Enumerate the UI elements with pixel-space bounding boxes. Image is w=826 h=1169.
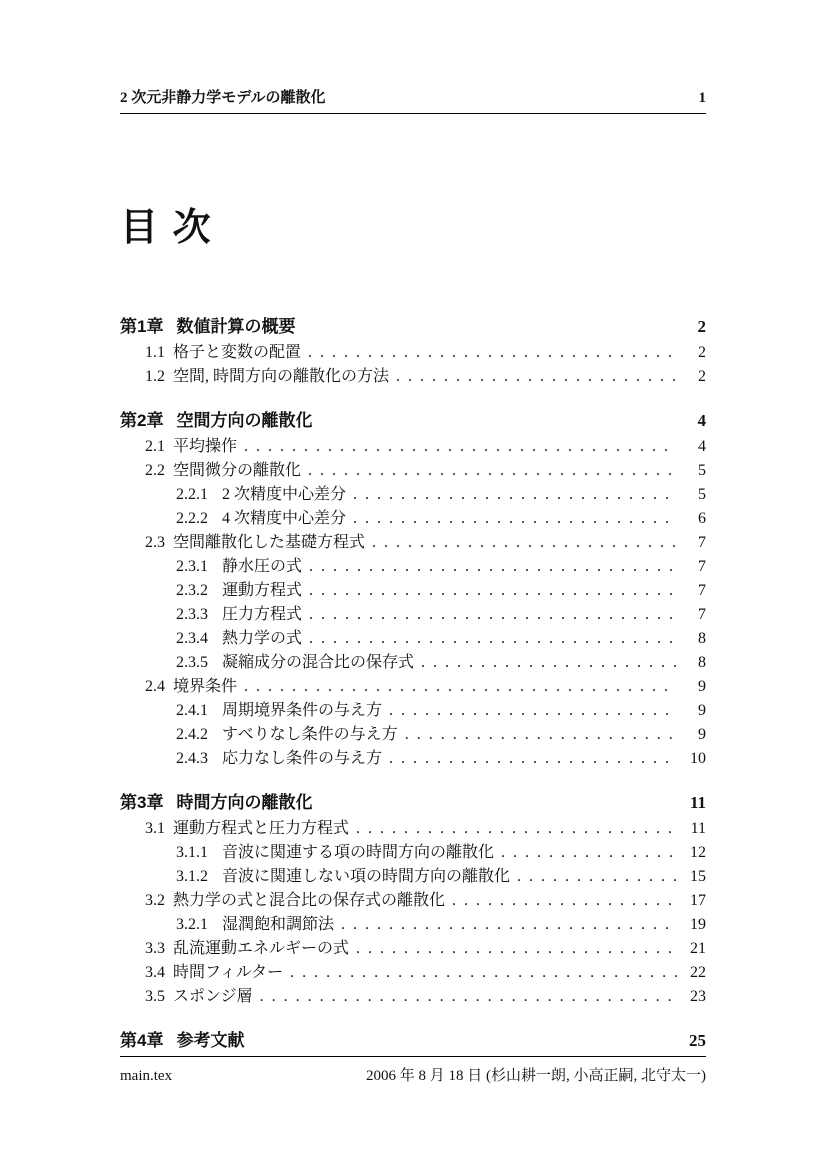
toc-entry-row [120, 365, 706, 389]
toc-chapter-label: 第2章 [120, 411, 164, 430]
toc-dot-leader [501, 841, 677, 865]
toc-dot-leader [356, 817, 677, 841]
toc-dot-leader [396, 365, 677, 389]
toc-entry-number: 2.4.2 [176, 726, 208, 743]
toc-entry-page: 19 [690, 916, 706, 933]
toc-entry-page: 11 [690, 820, 706, 837]
toc-entry-number: 2.3.3 [176, 606, 208, 623]
toc-dot-leader [389, 699, 677, 723]
toc-dot-leader [517, 865, 677, 889]
toc-entry-row [120, 341, 706, 365]
toc-entry-number: 2.3.1 [176, 558, 208, 575]
toc-entry-row [120, 435, 706, 459]
toc-dot-leader [244, 675, 677, 699]
toc-entry-title: 湿潤飽和調節法 [222, 916, 335, 933]
toc-dot-leader [353, 483, 677, 507]
toc-entry-number: 3.2 [145, 892, 165, 909]
toc-entry-row [120, 603, 706, 627]
toc-entry-page: 17 [690, 892, 706, 909]
toc-entry-page: 7 [698, 582, 706, 599]
toc-entry-title: 平均操作 [173, 438, 238, 455]
toc-entry-page: 2 [698, 368, 706, 385]
toc-dot-leader [308, 341, 677, 365]
toc-entry-row [120, 889, 706, 913]
toc-entry-title: 時間フィルター [173, 964, 284, 981]
toc-entry-number: 1.1 [145, 344, 165, 361]
toc-entry-title: 乱流運動エネルギーの式 [173, 940, 350, 957]
toc [120, 313, 706, 1055]
toc-entry-title: 運動方程式 [222, 582, 303, 599]
toc-entry-row [120, 531, 706, 555]
toc-entry-row [120, 459, 706, 483]
toc-entry-number: 2.2.1 [176, 486, 208, 503]
toc-entry-number: 2.4.3 [176, 750, 208, 767]
toc-entry-page: 12 [690, 844, 706, 861]
toc-entry-page: 7 [698, 534, 706, 551]
toc-chapter-label: 第3章 [120, 793, 164, 812]
toc-chapter-block [120, 313, 706, 389]
toc-entry-title: 空間, 時間方向の離散化の方法 [173, 368, 390, 385]
toc-dot-leader [421, 651, 677, 675]
toc-entry-title: 音波に関連しない項の時間方向の離散化 [222, 868, 511, 885]
toc-entry-row [120, 627, 706, 651]
toc-entry-row [120, 937, 706, 961]
toc-entry-title: 応力なし条件の与え方 [222, 750, 383, 767]
toc-entry-number: 1.2 [145, 368, 165, 385]
toc-entry-title: 周期境界条件の与え方 [222, 702, 383, 719]
toc-entry-page: 2 [698, 344, 706, 361]
toc-chapter-title: 数値計算の概要 [176, 317, 296, 336]
toc-entry-number: 2.4 [145, 678, 165, 695]
toc-chapter-page: 4 [697, 411, 706, 430]
toc-entry-title: 圧力方程式 [222, 606, 303, 623]
toc-entry-number: 3.1.1 [176, 844, 208, 861]
toc-dot-leader [309, 603, 677, 627]
toc-entry-row [120, 555, 706, 579]
toc-dot-leader [353, 507, 677, 531]
running-header-title: 2 次元非静力学モデルの離散化 [120, 90, 326, 106]
toc-entry-title: すべりなし条件の与え方 [222, 726, 398, 743]
toc-entry-page: 5 [698, 462, 706, 479]
toc-entry-number: 2.1 [145, 438, 165, 455]
toc-dot-leader [389, 747, 677, 771]
toc-entry-number: 3.1 [145, 820, 165, 837]
toc-entry-page: 9 [698, 726, 706, 743]
toc-entry-title: 格子と変数の配置 [173, 344, 302, 361]
toc-entry-number: 2.3 [145, 534, 165, 551]
toc-entry-page: 4 [698, 438, 706, 455]
toc-entry-number: 3.5 [145, 988, 165, 1005]
toc-entry-row [120, 675, 706, 699]
toc-entry-row [120, 507, 706, 531]
toc-entry-row [120, 913, 706, 937]
toc-chapter-page: 11 [689, 793, 706, 812]
toc-entry-number: 2.2.2 [176, 510, 208, 527]
toc-entry-page: 9 [698, 678, 706, 695]
running-header-page-number: 1 [698, 90, 706, 106]
toc-entry-title: 運動方程式と圧力方程式 [173, 820, 350, 837]
toc-dot-leader [372, 531, 677, 555]
toc-dot-leader [341, 913, 677, 937]
toc-dot-leader [244, 435, 677, 459]
toc-entry-title: 4 次精度中心差分 [222, 510, 347, 527]
toc-entry-title: 凝縮成分の混合比の保存式 [222, 654, 415, 671]
toc-entry-title: 空間離散化した基礎方程式 [173, 534, 366, 551]
toc-entry-number: 3.4 [145, 964, 165, 981]
toc-chapter-title: 参考文献 [176, 1031, 245, 1050]
toc-chapter-label: 第1章 [120, 317, 164, 336]
toc-entry-row [120, 817, 706, 841]
running-header [120, 86, 706, 114]
toc-chapter-row [120, 1027, 706, 1055]
toc-entry-row [120, 865, 706, 889]
toc-entry-number: 3.1.2 [176, 868, 208, 885]
toc-entry-title: 音波に関連する項の時間方向の離散化 [222, 844, 495, 861]
toc-entry-page: 8 [698, 654, 706, 671]
toc-entry-row [120, 651, 706, 675]
toc-title: 目 次 [120, 207, 213, 249]
toc-entry-page: 7 [698, 558, 706, 575]
toc-chapter-page: 2 [697, 317, 706, 336]
toc-entry-title: 熱力学の式 [222, 630, 303, 647]
toc-dot-leader [309, 579, 677, 603]
toc-entry-number: 2.3.5 [176, 654, 208, 671]
toc-entry-page: 5 [698, 486, 706, 503]
toc-entry-title: 空間微分の離散化 [173, 462, 302, 479]
toc-entry-number: 3.3 [145, 940, 165, 957]
toc-chapter-block [120, 789, 706, 1009]
toc-dot-leader [452, 889, 677, 913]
toc-chapter-title: 時間方向の離散化 [176, 793, 313, 812]
toc-entry-page: 23 [690, 988, 706, 1005]
toc-chapter-label: 第4章 [120, 1031, 164, 1050]
toc-chapter-block [120, 1027, 706, 1055]
toc-chapter-row [120, 789, 706, 817]
toc-entry-page: 8 [698, 630, 706, 647]
toc-entry-title: 2 次精度中心差分 [222, 486, 347, 503]
toc-entry-title: 静水圧の式 [222, 558, 303, 575]
toc-entry-row [120, 961, 706, 985]
toc-entry-title: 境界条件 [173, 678, 238, 695]
toc-entry-number: 2.3.4 [176, 630, 208, 647]
toc-entry-number: 2.3.2 [176, 582, 208, 599]
toc-entry-page: 6 [698, 510, 706, 527]
toc-entry-page: 7 [698, 606, 706, 623]
toc-dot-leader [309, 555, 677, 579]
toc-entry-title: 熱力学の式と混合比の保存式の離散化 [173, 892, 446, 909]
toc-entry-row [120, 747, 706, 771]
toc-entry-row [120, 483, 706, 507]
toc-dot-leader [405, 723, 677, 747]
toc-dot-leader [356, 937, 677, 961]
toc-entry-number: 2.4.1 [176, 702, 208, 719]
toc-entry-page: 22 [690, 964, 706, 981]
toc-chapter-page: 25 [689, 1031, 706, 1050]
toc-dot-leader [290, 961, 677, 985]
footer-date-authors: 2006 年 8 月 18 日 (杉山耕一朗, 小高正嗣, 北守太一) [366, 1068, 706, 1084]
toc-chapter-title: 空間方向の離散化 [176, 411, 313, 430]
toc-entry-row [120, 723, 706, 747]
toc-chapter-block [120, 407, 706, 771]
toc-dot-leader [308, 459, 677, 483]
toc-entry-page: 9 [698, 702, 706, 719]
toc-entry-row [120, 985, 706, 1009]
footer-filename: main.tex [120, 1068, 173, 1084]
toc-entry-row [120, 699, 706, 723]
toc-chapter-row [120, 407, 706, 435]
toc-entry-title: スポンジ層 [173, 988, 253, 1005]
toc-entry-number: 2.2 [145, 462, 165, 479]
toc-entry-page: 15 [690, 868, 706, 885]
toc-dot-leader [260, 985, 677, 1009]
toc-entry-page: 21 [690, 940, 706, 957]
page-footer [120, 1056, 706, 1085]
toc-dot-leader [309, 627, 677, 651]
toc-entry-page: 10 [690, 750, 706, 767]
toc-entry-row [120, 579, 706, 603]
toc-chapter-row [120, 313, 706, 341]
toc-entry-row [120, 841, 706, 865]
toc-entry-number: 3.2.1 [176, 916, 208, 933]
